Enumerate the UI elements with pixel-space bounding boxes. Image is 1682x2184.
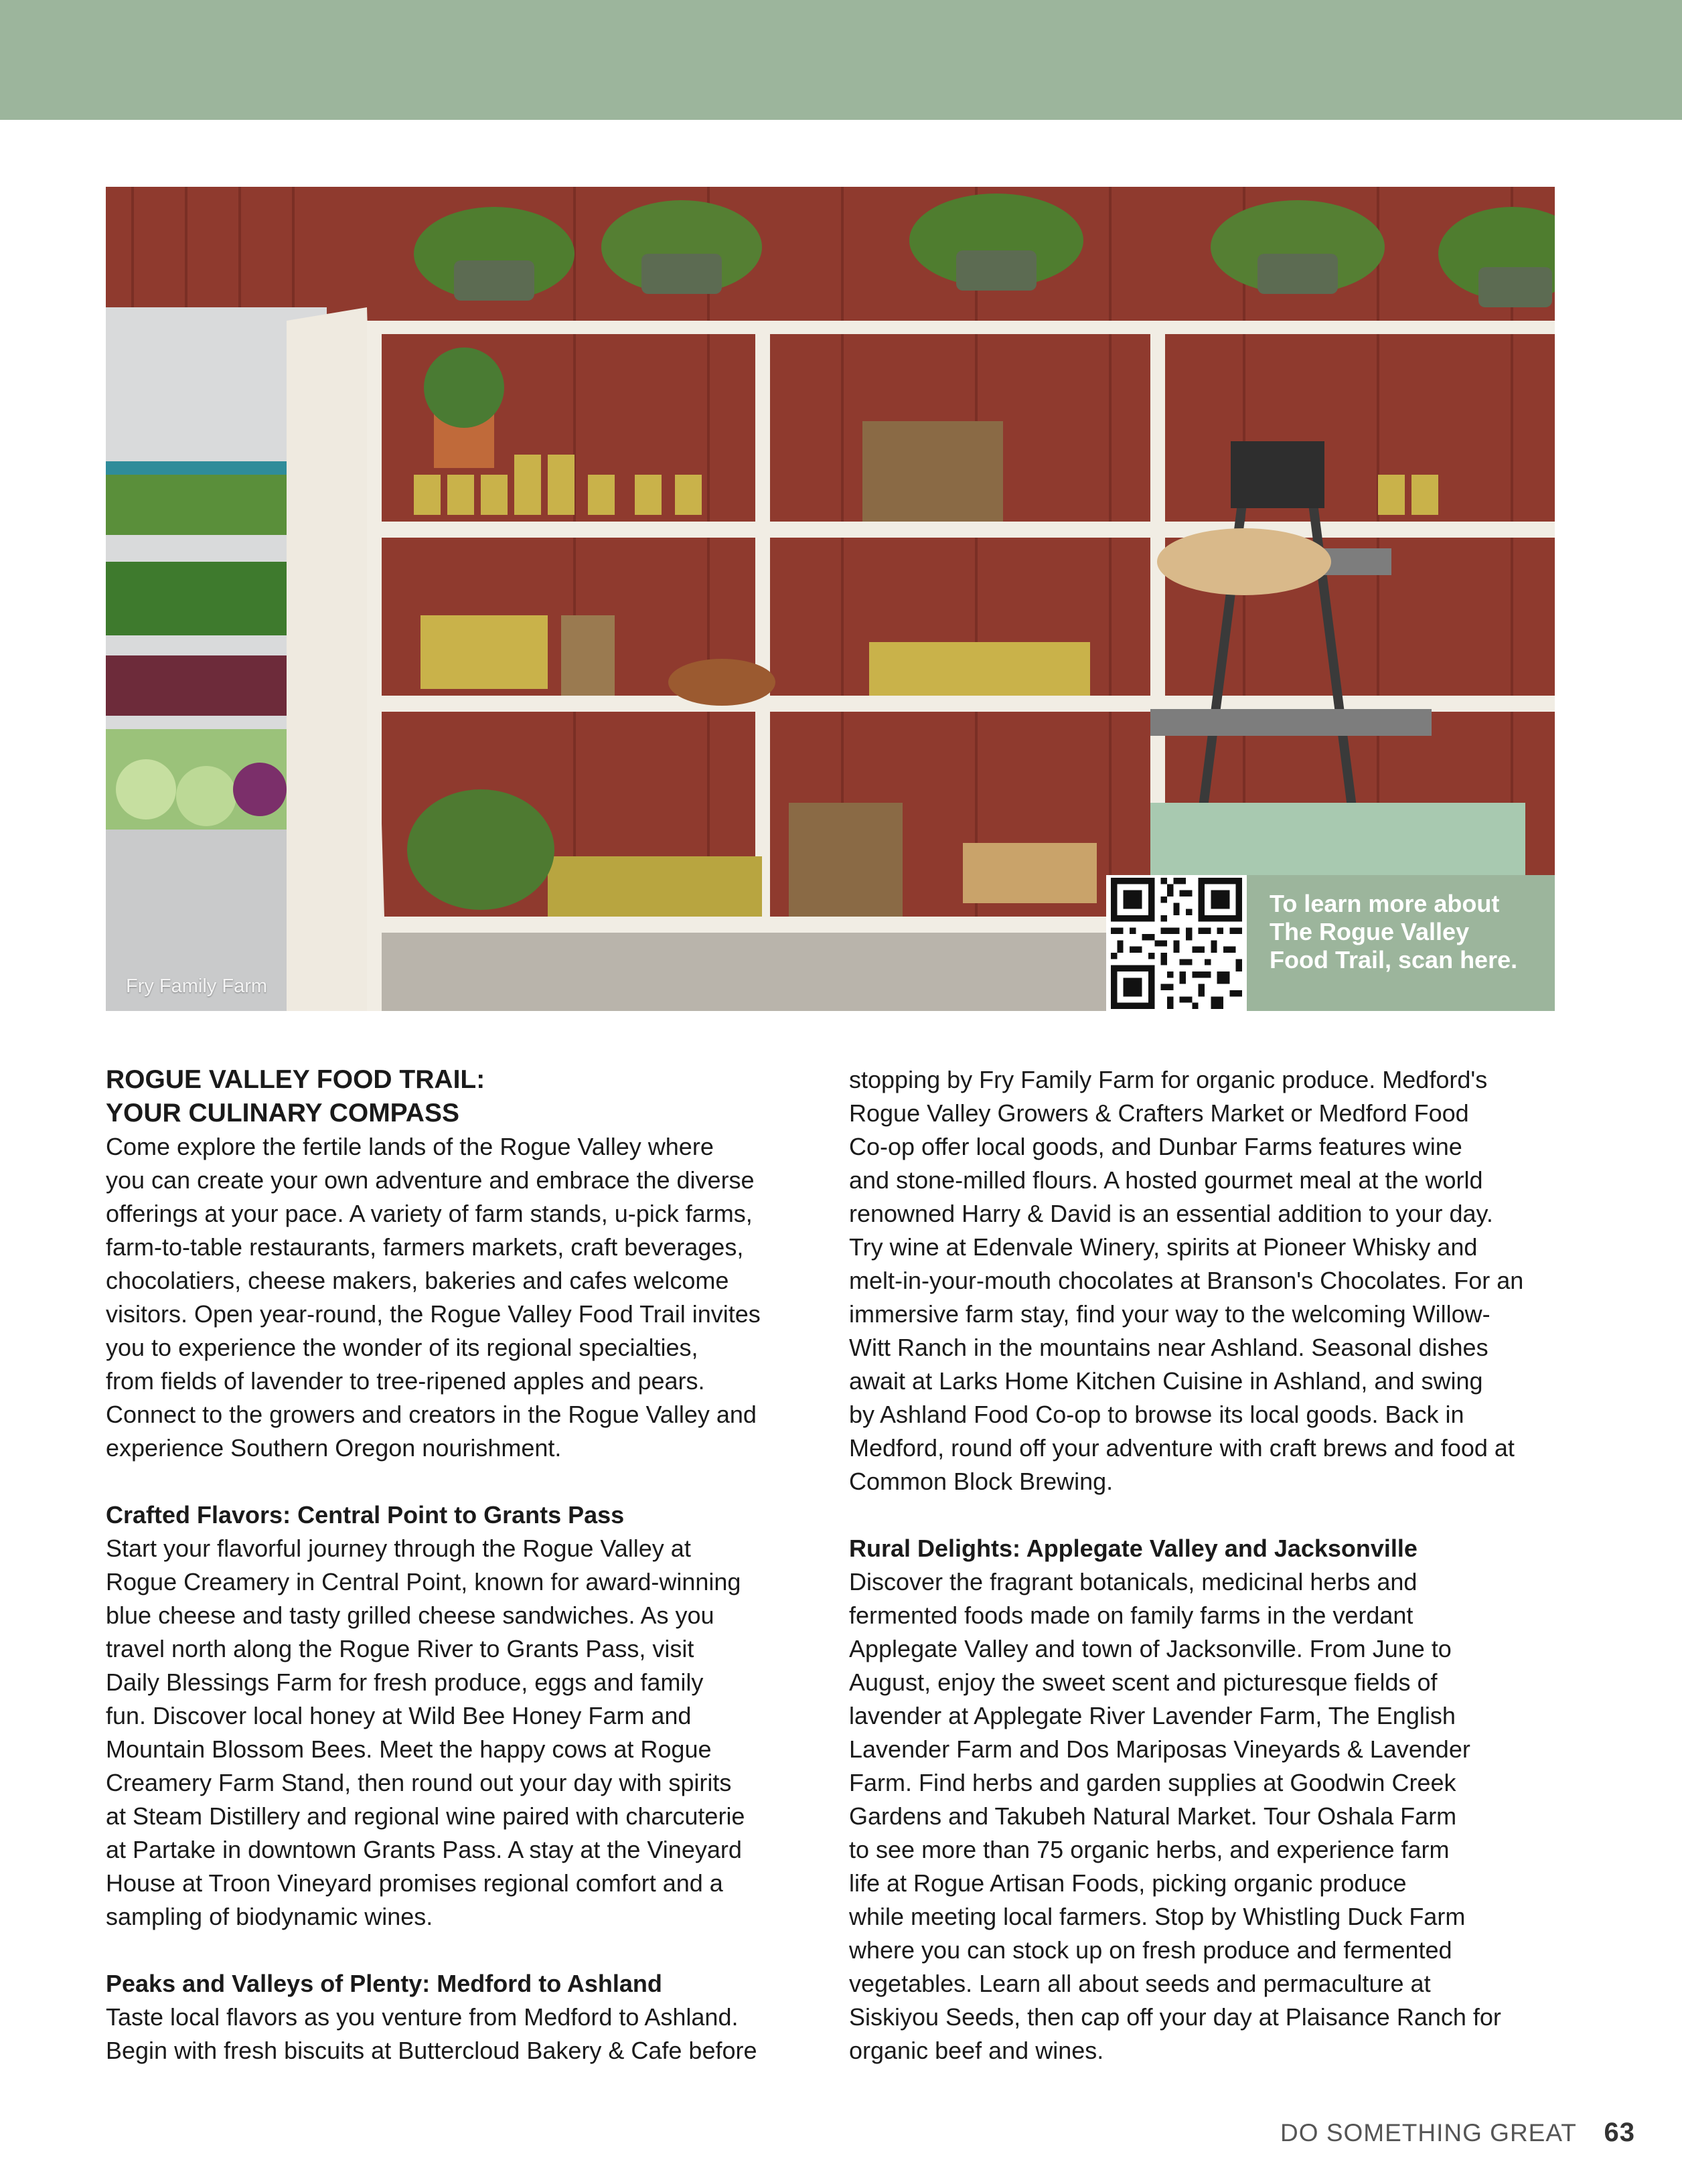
qr-code-icon[interactable] (1106, 875, 1247, 1011)
intro-paragraph: Come explore the fertile lands of the Rogue Valley where you can create your own adventure and embrace the diverse offerings at your pace. A variety of farm stands, u-pick farms, farm-to-table restaurants, farmers markets, craft beverages, chocolatiers, cheese makers, bakeries and cafes welcome visitors. Open year-round, the Rogue Valley Food Trail invites you to experience the wonder of its regional specialties, from fields of lavender to tree-ripened apples and pears. Connect to the growers and creators in the Rogue Valley and experience Southern Oregon nourishment. (106, 1133, 761, 1462)
section-body-crafted-flavors: Start your flavorful journey through the Rogue Valley at Rogue Creamery in Central Point, known for award-winning blue cheese and tasty grilled cheese sandwiches. As you travel north along the Rogue River to Grants Pass, visit Daily Blessings Farm for fresh produce, eggs and family fun. Discover local honey at Wild Bee Honey Farm and Mountain Blossom Bees. Meet the happy cows at Rogue Creamery Farm Stand, then round out your day with spirits at Steam Distillery and regional wine paired with charcuterie at Partake in downtown Grants Pass. A stay at the Vineyard House at Troon Vineyard promises regional comfort and a sampling of biodynamic wines. (106, 1535, 745, 1930)
section-heading-rural-delights: Rural Delights: Applegate Valley and Jacksonville (849, 1535, 1418, 1562)
qr-callout-text: To learn more about The Rogue Valley Food Trail, scan here. (1270, 890, 1518, 973)
section-heading-peaks-valleys: Peaks and Valleys of Plenty: Medford to Ashland (106, 1970, 662, 1997)
farm-store-photo (106, 187, 1555, 1011)
page-number: 63 (1604, 2118, 1635, 2147)
footer-tagline: DO SOMETHING GREAT (1280, 2119, 1577, 2147)
article-title: ROGUE VALLEY FOOD TRAIL: YOUR CULINARY COMPASS (106, 1065, 485, 1127)
page-footer (1280, 2118, 1635, 2148)
section-body-peaks-valleys-start: Taste local flavors as you venture from Medford to Ashland. Begin with fresh biscuits at Buttercloud Bakery & Cafe before (106, 2003, 757, 2064)
header-band (0, 0, 1682, 120)
photo-credit: Fry Family Farm (126, 976, 268, 997)
article-column-right (849, 1063, 1559, 2068)
qr-callout[interactable] (1106, 875, 1555, 1011)
section-body-rural-delights: Discover the fragrant botanicals, medicinal herbs and fermented foods made on family farms in the verdant Applegate Valley and town of Jacksonville. From June to August, enjoy the sweet scent and picturesque fields of lavender at Applegate River Lavender Farm, The English Lavender Farm and Dos Mariposas Vineyards & Lavender Farm. Find herbs and garden supplies at Goodwin Creek Gardens and Takubeh Natural Market. Tour Oshala Farm to see more than 75 organic herbs, and experience farm life at Rogue Artisan Foods, picking organic produce while meeting local farmers. Stop by Whistling Duck Farm where you can stock up on fresh produce and fermented vegetables. Learn all about seeds and permaculture at Siskiyou Seeds, then cap off your day at Plaisance Ranch for organic beef and wines. (849, 1568, 1501, 2064)
section-body-peaks-valleys-continued: stopping by Fry Family Farm for organic produce. Medford's Rogue Valley Growers & Crafters Market or Medford Food Co-op offer local goods, and Dunbar Farms features wine and stone-milled flours. A hosted gourmet meal at the world renowned Harry & David is an essential addition to your day. Try wine at Edenvale Winery, spirits at Pioneer Whisky and melt-in-your-mouth chocolates at Branson's Chocolates. For an immersive farm stay, find your way to the welcoming Willow- Witt Ranch in the mountains near Ashland. Seasonal dishes await at Larks Home Kitchen Cuisine in Ashland, and swing by Ashland Food Co-op to browse its local goods. Back in Medford, round off your adventure with craft brews and food at Common Block Brewing. (849, 1066, 1524, 1495)
section-heading-crafted-flavors: Crafted Flavors: Central Point to Grants Pass (106, 1501, 625, 1529)
article-column-left (106, 1063, 816, 2068)
